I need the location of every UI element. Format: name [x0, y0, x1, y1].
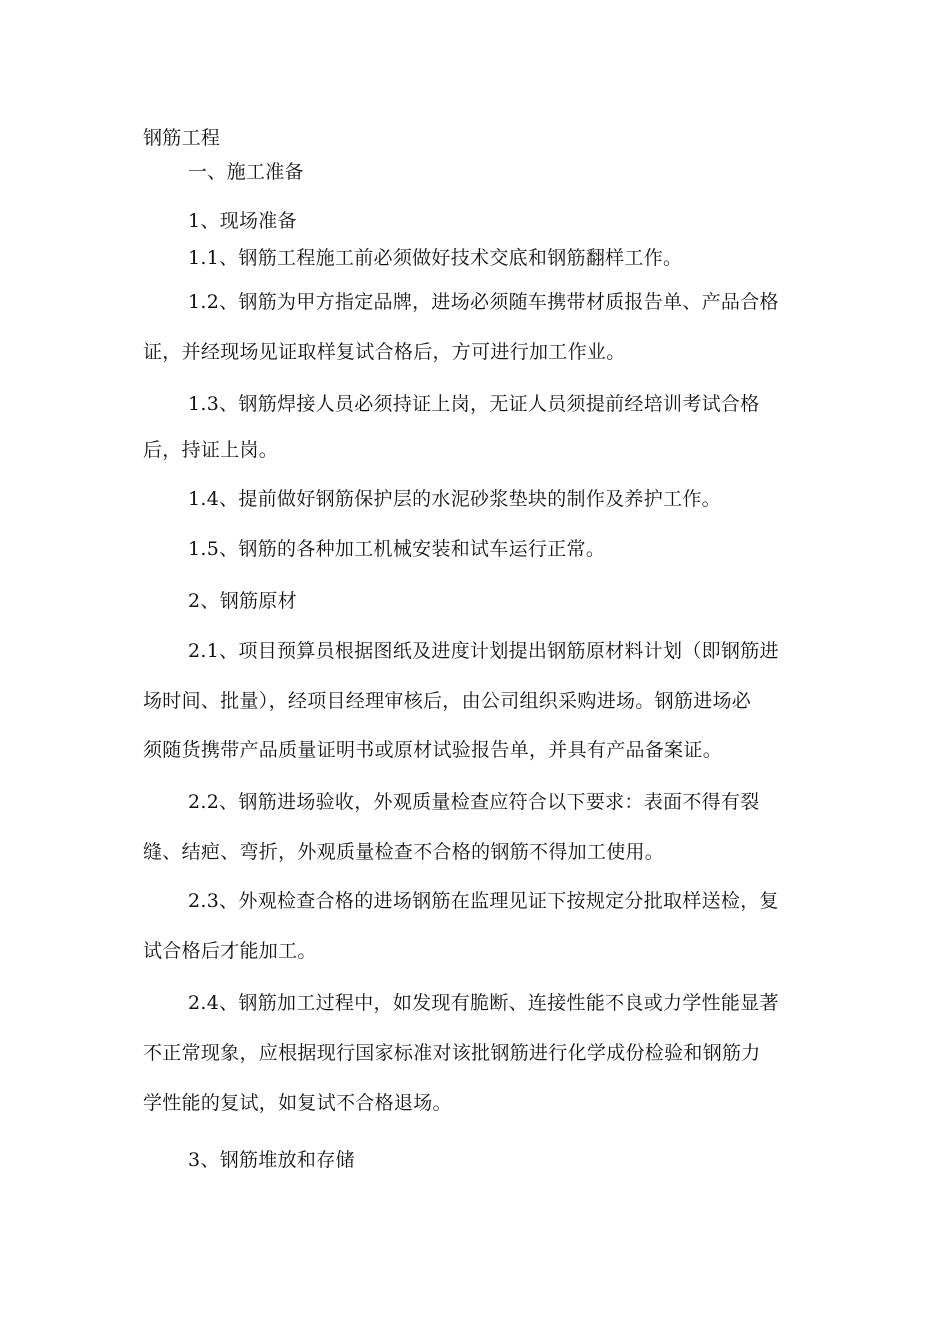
paragraph-line: 1.2、钢筋为甲方指定品牌，进场必须随车携带材质报告单、产品合格 [188, 291, 779, 313]
paragraph-line: 后，持证上岗。 [143, 439, 279, 461]
paragraph-line: 试合格后才能加工。 [143, 940, 317, 962]
paragraph-line: 不正常现象，应根据现行国家标准对该批钢筋进行化学成份检验和钢筋力 [143, 1042, 761, 1064]
paragraph-line: 1.5、钢筋的各种加工机械安装和试车运行正常。 [188, 538, 606, 560]
paragraph-line: 学性能的复试，如复试不合格退场。 [143, 1092, 452, 1114]
subsection-heading: 3、钢筋堆放和存储 [188, 1149, 355, 1171]
paragraph-line: 2.1、项目预算员根据图纸及进度计划提出钢筋原材料计划（即钢筋进 [188, 640, 779, 662]
paragraph-line: 2.3、外观检查合格的进场钢筋在监理见证下按规定分批取样送检，复 [188, 890, 779, 912]
paragraph-line: 缝、结疤、弯折，外观质量检查不合格的钢筋不得加工使用。 [143, 841, 665, 863]
paragraph-line: 1.1、钢筋工程施工前必须做好技术交底和钢筋翻样工作。 [188, 247, 683, 269]
paragraph-line: 2.2、钢筋进场验收，外观质量检查应符合以下要求：表面不得有裂 [188, 791, 760, 813]
paragraph-line: 证，并经现场见证取样复试合格后，方可进行加工作业。 [143, 341, 626, 363]
paragraph-line: 须随货携带产品质量证明书或原材试验报告单，并具有产品备案证。 [143, 739, 723, 761]
section-heading: 一、施工准备 [188, 161, 304, 183]
subsection-heading: 1、现场准备 [188, 210, 297, 232]
paragraph-line: 1.3、钢筋焊接人员必须持证上岗，无证人员须提前经培训考试合格 [188, 393, 760, 415]
paragraph-line: 2.4、钢筋加工过程中，如发现有脆断、连接性能不良或力学性能显著 [188, 992, 779, 1014]
paragraph-line: 1.4、提前做好钢筋保护层的水泥砂浆垫块的制作及养护工作。 [188, 488, 721, 510]
paragraph-line: 场时间、批量），经项目经理审核后，由公司组织采购进场。钢筋进场必 [143, 690, 752, 712]
subsection-heading: 2、钢筋原材 [188, 590, 297, 612]
page-title: 钢筋工程 [143, 127, 221, 149]
